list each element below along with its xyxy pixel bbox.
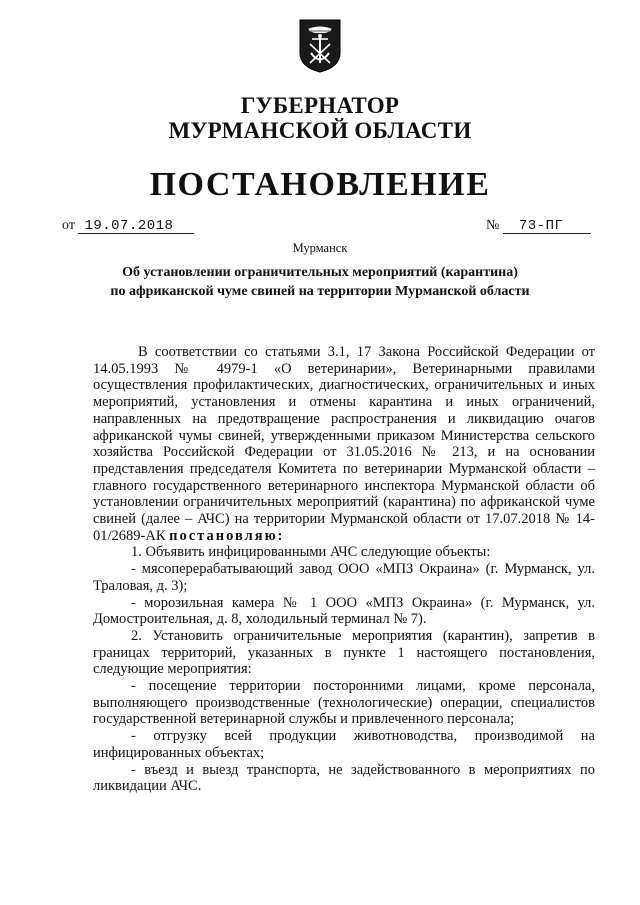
number-prefix: № bbox=[486, 218, 500, 233]
issuer-title-line1: ГУБЕРНАТОР bbox=[240, 93, 400, 118]
item-2-subitem-b: - отгрузку всей продукции животноводства, производимой на инфицированных объектах; bbox=[93, 728, 595, 761]
decree-word: постановляю: bbox=[169, 527, 285, 544]
item-2: 2. Установить ограничительные мероприятия (карантин), запретив в границах территорий, указанных в пункте 1 настоящего постановления, следующие мероприятия: bbox=[93, 627, 595, 678]
coat-of-arms-icon bbox=[299, 19, 341, 73]
document-date: 19.07.2018 bbox=[78, 219, 194, 234]
date-prefix: от bbox=[62, 218, 75, 233]
preamble-text: В соответствии со статьями 3.1, 17 Закона Российской Федерации от 14.05.1993 № 4979-1 «О ветеринарии», Ветеринарными правилами осуществления профилактических, диагностических, ограничительных и иных мероприятий, установления и отмены карантина и иных ограничений, направленных на предотвращение распространения и ликвидацию очагов африканской чумы свиней, утвержденными приказом Министерства сельского хозяйства Российской Федерации от 31.05.2016 № 213, и на основании представления председателя Комитета по ветеринарии Мурманской области – главного государственного ветеринарного инспектора Мурманской области об установлении ограничительных мероприятий (карантина) по африканской чуме свиней (далее – АЧС) на территории Мурманской области от 17.07.2018 № 14-01/2689-АК bbox=[93, 344, 595, 544]
item-1-subitem-a: - мясоперерабатывающий завод ООО «МПЗ Окраина» (г. Мурманск, ул. Траловая, д. 3); bbox=[93, 561, 595, 594]
preamble-paragraph bbox=[93, 344, 595, 544]
item-2-subitem-c: - въезд и выезд транспорта, не задействованного в мероприятиях по ликвидации АЧС. bbox=[93, 761, 595, 795]
item-2-subitem-a: - посещение территории посторонними лицами, кроме персонала, выполняющего производственные (технологические) операции, специалистов государственной ветеринарной службы и привлеченного персонала; bbox=[93, 678, 595, 728]
document-date-row bbox=[62, 218, 194, 234]
document-number-row bbox=[486, 218, 591, 234]
subject-line2: по африканской чуме свиней на территории Мурманской области bbox=[110, 284, 530, 299]
document-type-heading: ПОСТАНОВЛЕНИЕ bbox=[149, 166, 491, 203]
document-body bbox=[93, 344, 595, 795]
document-number: 73-ПГ bbox=[503, 219, 591, 234]
issuer-title-line2: МУРМАНСКОЙ ОБЛАСТИ bbox=[168, 118, 472, 143]
document-subject bbox=[0, 263, 640, 301]
item-1-subitem-b: - морозильная камера № 1 ООО «МПЗ Окраина» (г. Мурманск, ул. Домостроительная, д. 8, холодильный терминал № 7). bbox=[93, 594, 595, 628]
subject-line1: Об установлении ограничительных мероприятий (карантина) bbox=[122, 265, 518, 280]
item-1: 1. Объявить инфицированными АЧС следующие объекты: bbox=[131, 544, 491, 561]
city-name: Мурманск bbox=[292, 241, 348, 255]
